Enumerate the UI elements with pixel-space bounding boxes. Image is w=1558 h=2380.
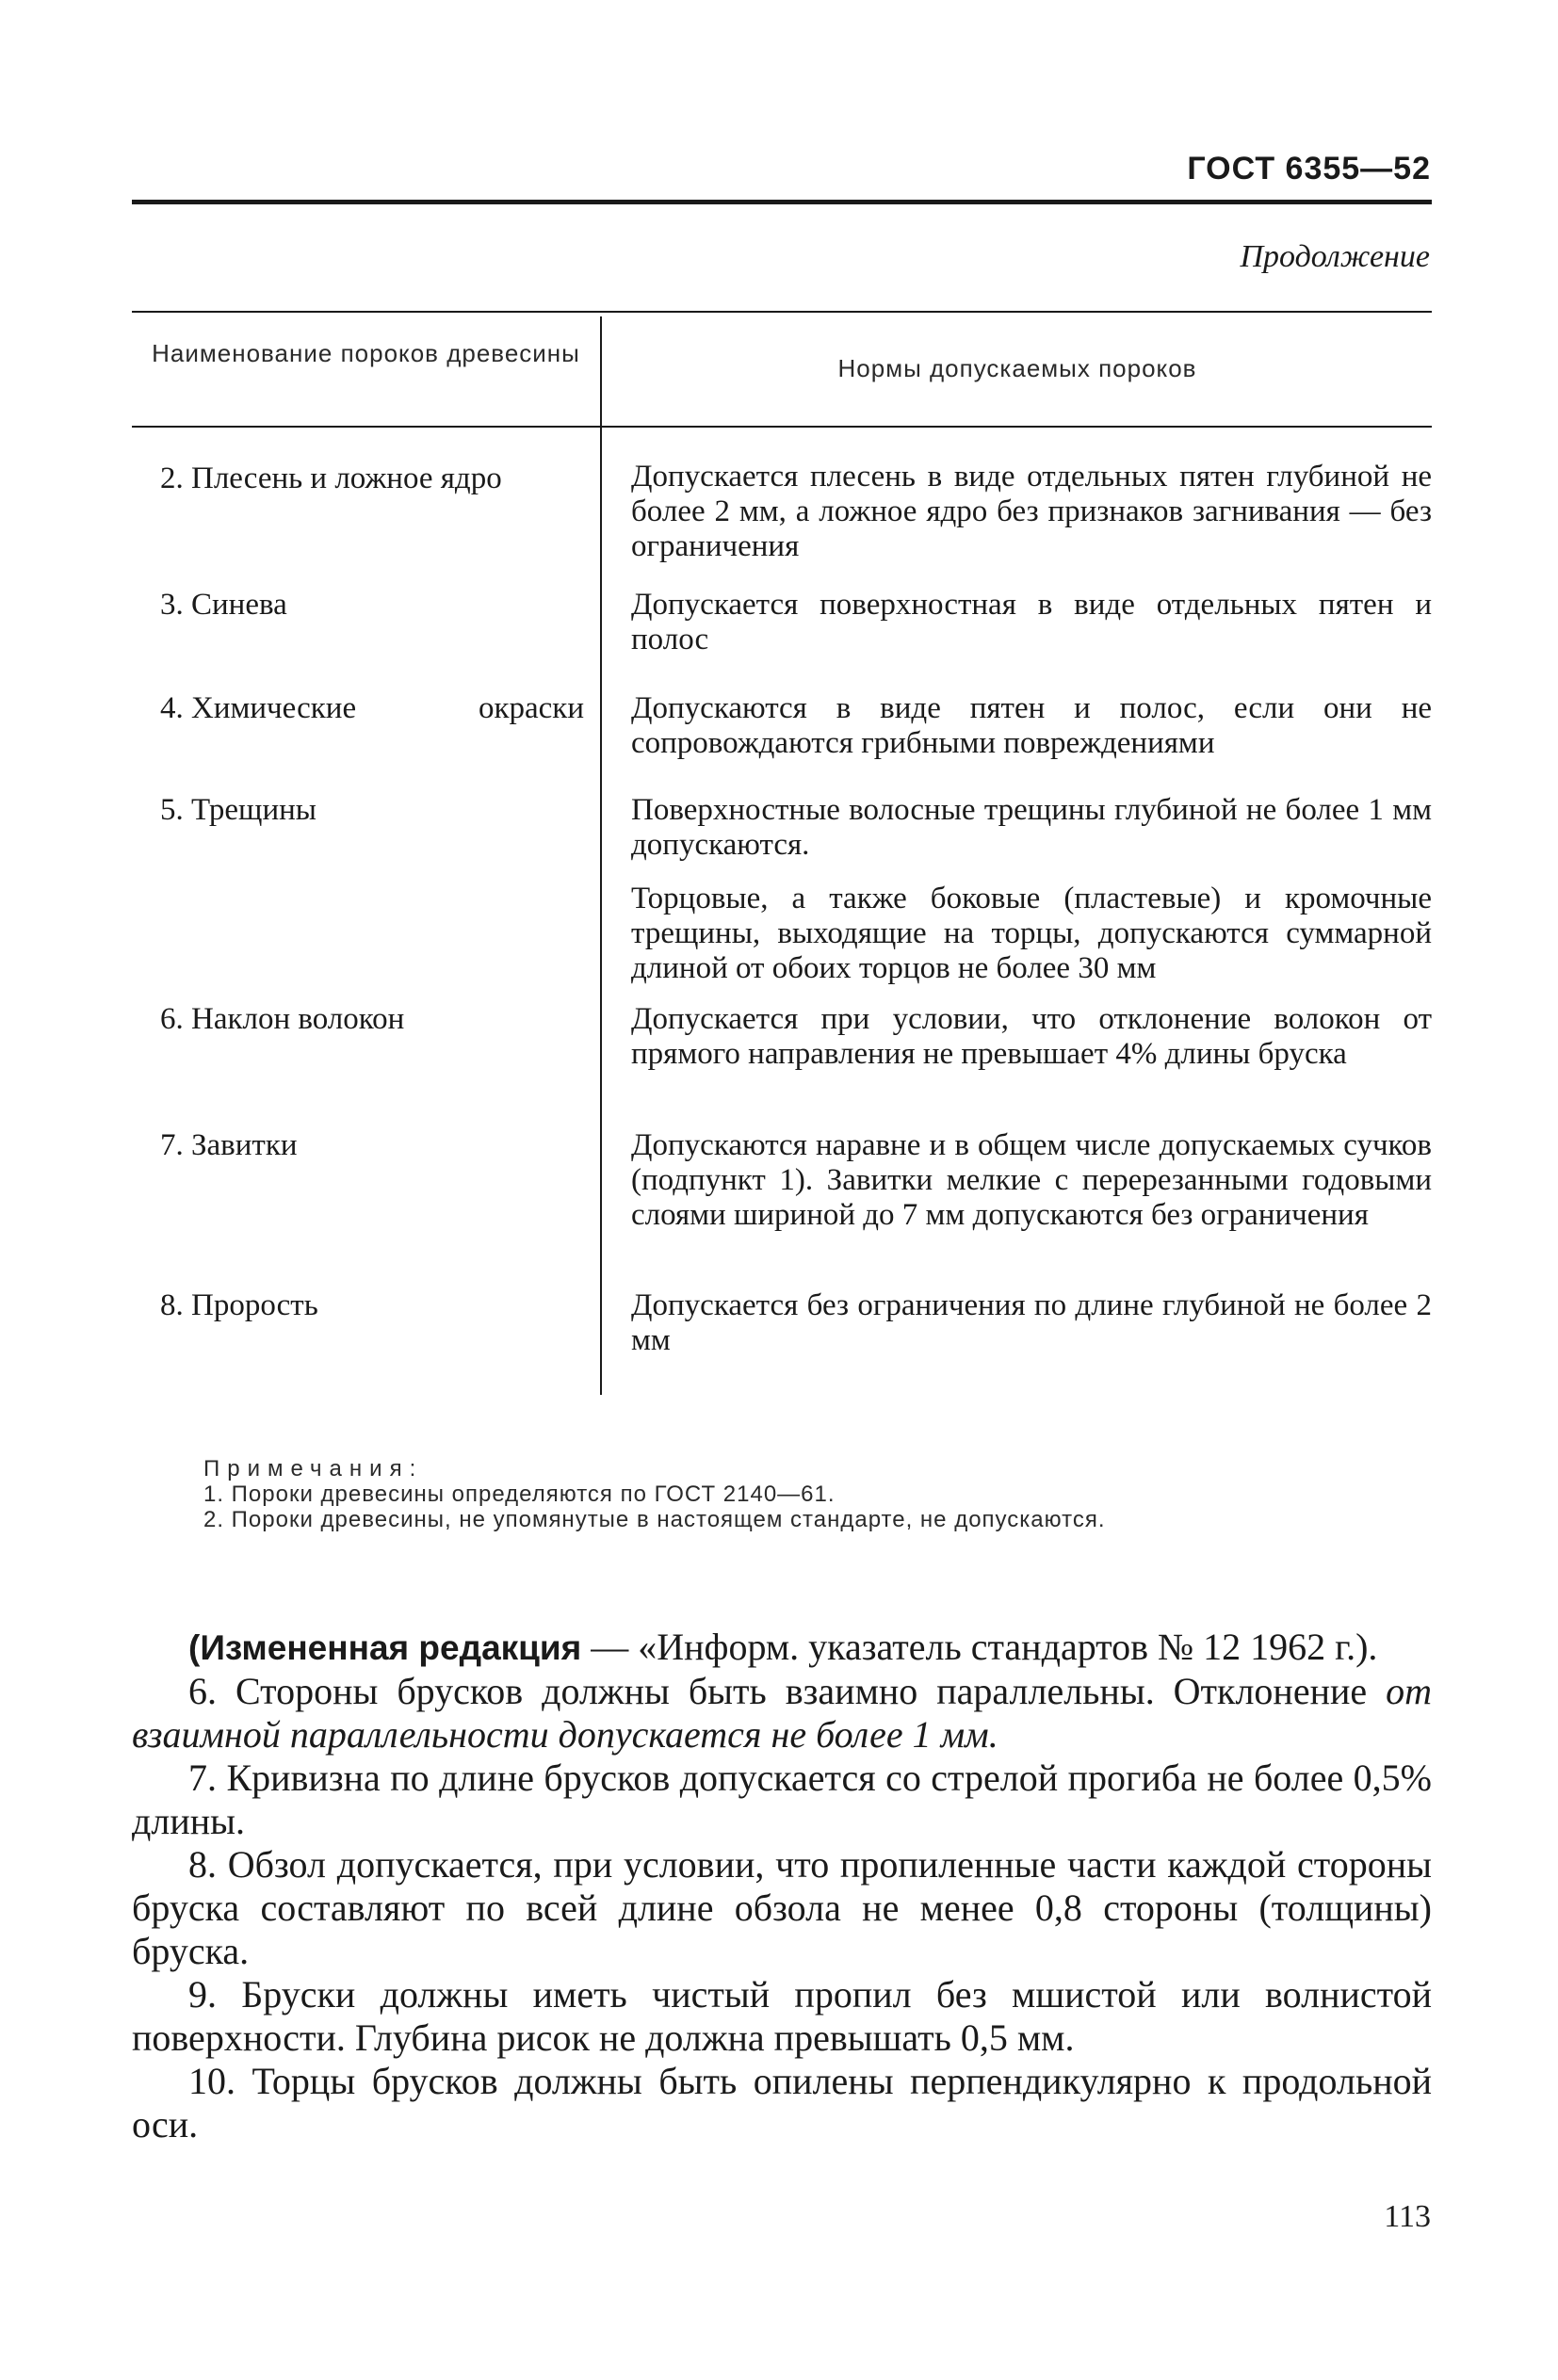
paragraph-8: 8. Обзол допускается, при условии, что пропиленные части каждой стороны бруска составляют по всей длине обзола не менее 0,8 стороны (толщины) бруска. <box>132 1843 1432 1972</box>
table-row-name-part: 4. Химические <box>160 691 357 725</box>
table-row-norm: Допускается без ограничения по длине глубиной не более 2 мм <box>631 1288 1432 1357</box>
table-row-norm: Допускается поверхностная в виде отдельных пятен и полос <box>631 588 1432 656</box>
table-row-norm: Допускаются наравне и в общем числе допускаемых сучков (подпункт 1). Завитки мелкие с перерезанными годовыми слоями шириной до 7 мм допускаются без ограничения <box>631 1128 1432 1232</box>
notes-title: Примечания: <box>203 1456 424 1481</box>
table-header-rule <box>132 426 1432 428</box>
table-row-norm: Поверхностные волосные трещины глубиной не более 1 мм допускаются. Торцовые, а также боковые (пластевые) и кромочные трещины, выходящие на торцы, допускаются суммарной длиной от обоих торцов не более 30 мм <box>631 793 1432 985</box>
column-header-norms: Нормы допускаемых пороков <box>837 354 1197 382</box>
page-number: 113 <box>1384 2199 1431 2234</box>
table-top-rule <box>132 311 1432 313</box>
table-row-name: 7. Завитки <box>160 1128 298 1162</box>
table-row-name <box>160 689 584 727</box>
continuation-label: Продолжение <box>1240 239 1430 274</box>
paragraph-10: 10. Торцы брусков должны быть опилены перпендикулярно к продольной оси. <box>132 2060 1432 2145</box>
table-row-name: 8. Прорость <box>160 1288 318 1322</box>
table-row-name: 2. Плесень и ложное ядро <box>160 461 502 495</box>
standard-number: ГОСТ 6355—52 <box>1187 151 1431 186</box>
table-notes <box>203 1456 1428 1532</box>
table-row-name: 5. Трещины <box>160 793 316 827</box>
table-row-name-part: окраски <box>478 691 584 725</box>
note-item: 2. Пороки древесины, не упомянутые в настоящем стандарте, не допускаются. <box>203 1507 1106 1532</box>
table-row-norm: Допускаются в виде пятен и полос, если они не сопровождаются грибными повреждениями <box>631 691 1432 760</box>
table-row-name: 6. Наклон волокон <box>160 1002 405 1036</box>
column-header-defect-name: Наименование пороков древесины <box>152 339 580 367</box>
edition-note: (Измененная редакция — «Информ. указатель стандартов № 12 1962 г.). <box>188 1626 1378 1668</box>
paragraph-7: 7. Кривизна по длине брусков допускается со стрелой прогиба не более 0,5% длины. <box>132 1757 1432 1842</box>
paragraph-6: 6. Стороны брусков должны быть взаимно параллельны. Отклонение от взаимной параллельности допускается не более 1 мм. <box>132 1670 1432 1756</box>
table-row-norm: Допускается при условии, что отклонение волокон от прямого направления не превышает 4% длины бруска <box>631 1002 1432 1071</box>
body-text <box>132 1626 1432 2146</box>
table-row-norm: Допускается плесень в виде отдельных пятен глубиной не более 2 мм, а ложное ядро без признаков загнивания — без ограничения <box>631 460 1432 563</box>
header-rule <box>132 200 1432 204</box>
paragraph-9: 9. Бруски должны иметь чистый пропил без мшистой или волнистой поверхности. Глубина рисок не должна превышать 0,5 мм. <box>132 1973 1432 2059</box>
table-column-divider <box>600 316 602 1395</box>
table-row-name: 3. Синева <box>160 588 287 622</box>
defects-table <box>132 311 1432 1399</box>
note-item: 1. Пороки древесины определяются по ГОСТ 2140—61. <box>203 1481 836 1507</box>
